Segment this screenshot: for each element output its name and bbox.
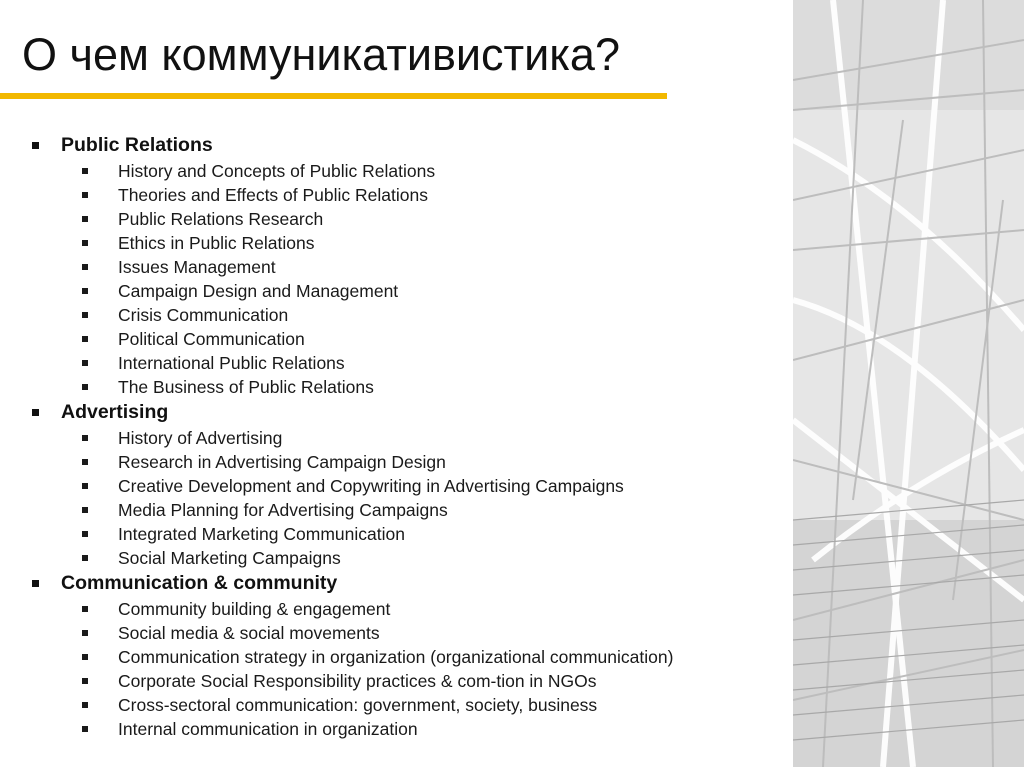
list-item: [0, 645, 790, 669]
list-item: [0, 327, 790, 351]
list-item-label: Cross-sectoral communication: government, society, business: [118, 695, 598, 715]
list-item: [0, 375, 790, 399]
list-item: [0, 159, 790, 183]
square-bullet-icon: [82, 384, 88, 390]
section-heading: [0, 399, 790, 426]
section: [0, 132, 790, 399]
square-bullet-icon: [32, 580, 39, 587]
list-item: [0, 693, 790, 717]
slide-title: О чем коммуникативистика?: [22, 29, 620, 80]
list-item: [0, 498, 790, 522]
list-item-label: Campaign Design and Management: [118, 281, 399, 301]
section-heading-label: Communication & community: [61, 572, 338, 594]
list-item: [0, 546, 790, 570]
list-item: [0, 231, 790, 255]
list-item-label: Creative Development and Copywriting in Advertising Campaigns: [118, 476, 624, 496]
square-bullet-icon: [82, 288, 88, 294]
list-item: [0, 303, 790, 327]
section: [0, 570, 790, 741]
list-item-label: The Business of Public Relations: [118, 377, 374, 397]
square-bullet-icon: [82, 435, 88, 441]
section-heading-label: Advertising: [61, 401, 169, 423]
list-item: [0, 426, 790, 450]
square-bullet-icon: [82, 360, 88, 366]
square-bullet-icon: [32, 409, 39, 416]
section-heading: [0, 570, 790, 597]
list-item: [0, 351, 790, 375]
list-item-label: International Public Relations: [118, 353, 345, 373]
list-item-label: Issues Management: [118, 257, 276, 277]
square-bullet-icon: [32, 142, 39, 149]
list-item-label: Social Marketing Campaigns: [118, 548, 341, 568]
list-item-label: Social media & social movements: [118, 623, 380, 643]
square-bullet-icon: [82, 459, 88, 465]
list-item-label: Corporate Social Responsibility practices & com-tion in NGOs: [118, 671, 597, 691]
square-bullet-icon: [82, 531, 88, 537]
list-item: [0, 669, 790, 693]
list-item-label: History of Advertising: [118, 428, 283, 448]
list-item-label: Research in Advertising Campaign Design: [118, 452, 446, 472]
list-item: [0, 717, 790, 741]
architecture-photo-panel: [793, 0, 1024, 767]
list-item-label: Community building & engagement: [118, 599, 391, 619]
square-bullet-icon: [82, 702, 88, 708]
square-bullet-icon: [82, 507, 88, 513]
list-item-label: Crisis Communication: [118, 305, 289, 325]
list-item-label: Political Communication: [118, 329, 305, 349]
square-bullet-icon: [82, 654, 88, 660]
section: [0, 399, 790, 570]
list-item-label: Integrated Marketing Communication: [118, 524, 405, 544]
square-bullet-icon: [82, 240, 88, 246]
list-item: [0, 474, 790, 498]
square-bullet-icon: [82, 606, 88, 612]
section-heading: [0, 132, 790, 159]
list-item-label: Media Planning for Advertising Campaigns: [118, 500, 448, 520]
list-item-label: History and Concepts of Public Relations: [118, 161, 436, 181]
list-item: [0, 255, 790, 279]
list-item: [0, 207, 790, 231]
list-item-label: Communication strategy in organization (organizational communication): [118, 647, 674, 667]
square-bullet-icon: [82, 312, 88, 318]
square-bullet-icon: [82, 555, 88, 561]
square-bullet-icon: [82, 726, 88, 732]
list-item: [0, 279, 790, 303]
square-bullet-icon: [82, 168, 88, 174]
list-item: [0, 621, 790, 645]
square-bullet-icon: [82, 216, 88, 222]
list-item: [0, 522, 790, 546]
list-item-label: Internal communication in organization: [118, 719, 418, 739]
list-item-label: Public Relations Research: [118, 209, 324, 229]
square-bullet-icon: [82, 483, 88, 489]
list-item: [0, 450, 790, 474]
bullet-list: [0, 132, 790, 741]
square-bullet-icon: [82, 192, 88, 198]
list-item: [0, 183, 790, 207]
list-item: [0, 597, 790, 621]
square-bullet-icon: [82, 264, 88, 270]
list-item-label: Theories and Effects of Public Relations: [118, 185, 428, 205]
section-heading-label: Public Relations: [61, 134, 213, 156]
square-bullet-icon: [82, 678, 88, 684]
square-bullet-icon: [82, 630, 88, 636]
square-bullet-icon: [82, 336, 88, 342]
list-item-label: Ethics in Public Relations: [118, 233, 315, 253]
title-underline: [0, 93, 667, 99]
